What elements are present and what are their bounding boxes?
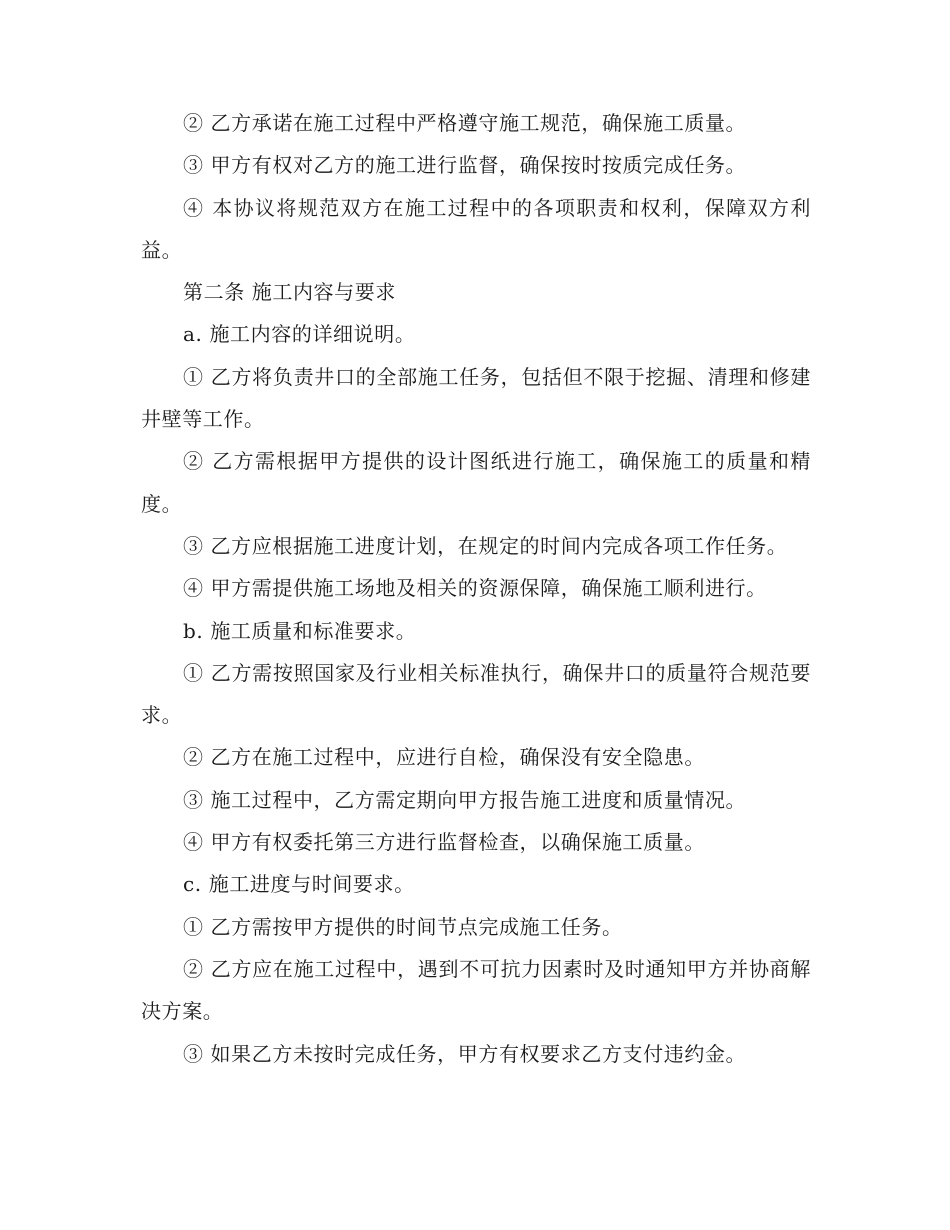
clause-item: ③ 如果乙方未按时完成任务，甲方有权要求乙方支付违约金。 xyxy=(183,1041,747,1066)
clause-item: ③ 甲方有权对乙方的施工进行监督，确保按时按质完成任务。 xyxy=(183,153,747,178)
article-heading: 第二条 施工内容与要求 xyxy=(183,280,396,305)
clause-item: ③ 乙方应根据施工进度计划，在规定的时间内完成各项工作任务。 xyxy=(183,533,788,558)
clause-item: ② 乙方需根据甲方提供的设计图纸进行施工，确保施工的质量和精度。 xyxy=(141,449,811,516)
clause-item: ③ 施工过程中，乙方需定期向甲方报告施工进度和质量情况。 xyxy=(183,787,747,812)
section-heading: b. 施工质量和标准要求。 xyxy=(183,618,417,643)
clause-item: ④ 本协议将规范双方在施工过程中的各项职责和权利，保障双方利益。 xyxy=(141,195,811,262)
clause-item: ④ 甲方需提供施工场地及相关的资源保障，确保施工顺利进行。 xyxy=(183,576,767,601)
clause-item: ② 乙方承诺在施工过程中严格遵守施工规范，确保施工质量。 xyxy=(183,111,747,135)
clause-item: ① 乙方需按照国家及行业相关标准执行，确保井口的质量符合规范要求。 xyxy=(141,660,811,728)
clause-item: ④ 甲方有权委托第三方进行监督检查，以确保施工质量。 xyxy=(183,830,705,855)
clause-item: ① 乙方需按甲方提供的时间节点完成施工任务。 xyxy=(183,914,623,939)
section-heading: c. 施工进度与时间要求。 xyxy=(183,872,415,897)
document-body xyxy=(141,102,811,1075)
clause-item: ② 乙方在施工过程中，应进行自检，确保没有安全隐患。 xyxy=(183,745,705,770)
clause-item: ② 乙方应在施工过程中，遇到不可抗力因素时及时通知甲方并协商解决方案。 xyxy=(141,956,811,1024)
section-heading: a. 施工内容的详细说明。 xyxy=(183,322,416,347)
clause-item: ① 乙方将负责井口的全部施工任务，包括但不限于挖掘、清理和修建井壁等工作。 xyxy=(141,364,811,432)
